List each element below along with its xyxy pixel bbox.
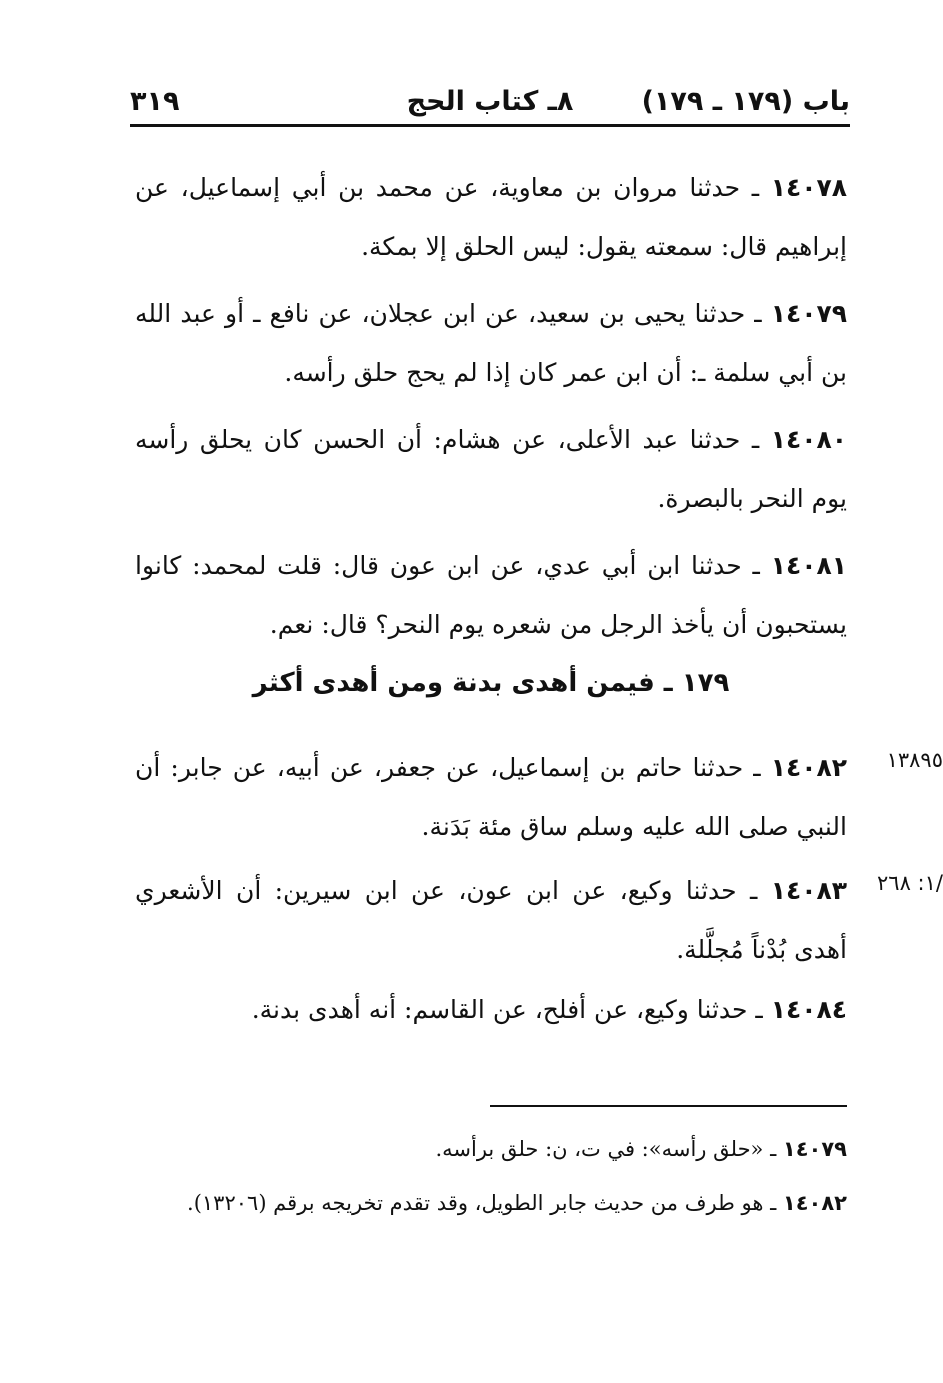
hadith-14079 [135,284,847,402]
side-reference: /١: ٢٦٨ [877,871,943,895]
hadith-14082 [135,738,847,856]
footnote-text: ـ هو طرف من حديث جابر الطويل، وقد تقدم تخريجه برقم (١٣٢٠٦). [187,1191,783,1215]
hadith-number: ١٤٠٨٢ [770,753,847,782]
page-header [130,70,850,122]
hadith-text: ـ حدثنا حاتم بن إسماعيل، عن جعفر، عن أبيه، عن جابر: أن النبي صلى الله عليه وسلم ساق مئة بَدَنة. [135,753,847,841]
hadith-number: ١٤٠٨٣ [770,876,847,905]
hadith-text: ـ حدثنا وكيع، عن أفلح، عن القاسم: أنه أهدى بدنة. [251,995,771,1024]
footnote-number: ١٤٠٨٢ [782,1191,847,1215]
hadith-number: ١٤٠٨١ [770,551,847,580]
hadith-text: ـ حدثنا يحيى بن سعيد، عن ابن عجلان، عن نافع ـ أو عبد الله بن أبي سلمة ـ: أن ابن عمر كان إذا لم يحج حلق رأسه. [135,299,847,387]
footnote-14079 [135,1128,847,1170]
hadith-14083 [135,861,847,979]
chapter-heading: ١٧٩ ـ فيمن أهدى بدنة ومن أهدى أكثر [252,668,730,698]
hadith-14084 [135,980,847,1039]
hadith-text: ـ حدثنا ابن أبي عدي، عن ابن عون قال: قلت لمحمد: كانوا يستحبون أن يأخذ الرجل من شعره يوم النحر؟ قال: نعم. [135,551,847,639]
footnote-rule [490,1105,847,1107]
book-title: ٨ـ كتاب الحج [406,86,574,117]
side-reference: ١٣٨٩٥ [886,748,943,772]
hadith-text: ـ حدثنا عبد الأعلى، عن هشام: أن الحسن كان يحلق رأسه يوم النحر بالبصرة. [135,425,847,513]
hadith-number: ١٤٠٧٨ [770,173,847,202]
footnote-number: ١٤٠٧٩ [782,1137,847,1161]
hadith-number: ١٤٠٨٤ [770,995,847,1024]
hadith-number: ١٤٠٨٠ [770,425,847,454]
page-number: ٣١٩ [130,86,180,117]
header-rule [130,124,850,127]
footnote-text: ـ «حلق رأسه»: في ت، ن: حلق برأسه. [435,1137,783,1161]
hadith-text: ـ حدثنا مروان بن معاوية، عن محمد بن أبي إسماعيل، عن إبراهيم قال: سمعته يقول: ليس الحلق إلا بمكة. [135,173,847,261]
hadith-text: ـ حدثنا وكيع، عن ابن عون، عن ابن سيرين: أن الأشعري أهدى بُدْناً مُجلَّلة. [135,876,847,964]
hadith-14078 [135,158,847,276]
section-label: باب (١٧٩ ـ ١٧٩) [641,86,850,117]
hadith-14080 [135,410,847,528]
hadith-14081 [135,536,847,654]
footnote-14082 [135,1182,847,1224]
hadith-number: ١٤٠٧٩ [770,299,847,328]
